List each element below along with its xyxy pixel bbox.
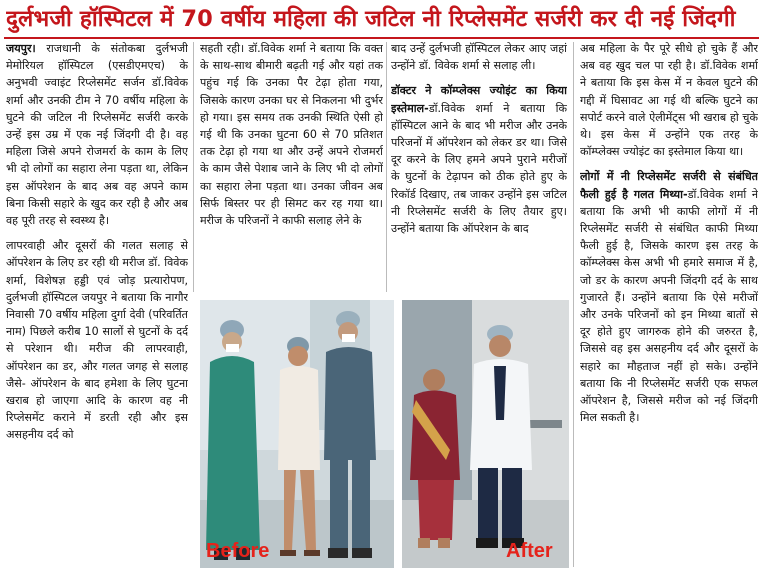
column-4-subheading: लोगों में नी रिप्लेसमेंट सर्जरी से संबंधित फैली हुई है गलत मिथ्या- [580, 170, 758, 201]
column-1-paragraph-2: लापरवाही और दूसरों की गलत सलाह से ऑपरेशन के लिए डर रही थी मरीज डॉ. विवेक शर्मा, विशेषज्ञ हड्डी एवं जोड़ प्रत्यारोपण, दुर्लभजी हॉस्पिटल जयपुर ने बताया कि नागौर निवासी 70 वर्षीय महिला दुर्गा देवी (परिवर्तित नाम) पिछले करीब 10 सालों से घुटनों के दर्द से परेशान थी। मरीज की लापरवाही, ऑपरेशन का डर, और गलत जगह से सलाह जैसे- ऑपरेशन के बाद हमेशा के लिए घुटना खराब हो जाएगा आदि के कारण वह नी रिप्लेसमेंट कराने में डरती रही और इस असहनीय दर्द को [6, 239, 188, 442]
column-4-paragraph-1: अब महिला के पैर पूरे सीधे हो चुके हैं और अब वह खुद चल पा रही है। डॉ.विवेक शर्मा ने बताया कि इस केस में न केवल घुटने की गद्दी में घिसावट आ गई थी बल्कि घुटने का सपोर्ट करने वाले ऐलीमेंट्स भी खराब हो चुके थे। इस केस में उन्होंने एक तरह के कॉम्प्लेक्स ज्योइंट का इस्तेमाल किया था। [580, 42, 758, 159]
after-label: After [506, 540, 553, 562]
column-divider [193, 42, 194, 292]
column-3-paragraph-1: बाद उन्हें दुर्लभजी हॉस्पिटल लेकर आए जहां उन्होंने डॉ. विवेक शर्मा से सलाह ली। [391, 42, 567, 73]
column-2-text: सहती रही। डॉ.विवेक शर्मा ने बताया कि वक्त के साथ-साथ बीमारी बढ़ती गई और यहां तक पहुंच गई कि उनका पैर टेढ़ा होता गया, जिसके कारण उनका घर से निकलना भी दुर्भर हो गया। इस समय तक उनकी स्थिति ऐसी हो गई थी कि उनका घुटना 60 से 70 प्रतिशत तक टेढ़ा हो गया था और उन्हें अपने रोजमर्रा के काम जैसे पेशाब जाने के लिए भी दो लोगों का सहारा लेना पड़ता था। उनका जीवन अब सिर्फ बिस्तर पर ही सिमट कर रह गया था। मरीज के परिजनों ने काफी सलाह लेने के [200, 42, 383, 228]
column-4 [580, 40, 758, 570]
column-1-text-1: राजधानी के संतोकबा दुर्लभजी मेमोरियल हॉस्पिटल (एसडीएमएच) के अनुभवी ज्वाइंट रिप्लेसमेंट सर्जन डॉ.विवेक शर्मा और उनकी टीम ने 70 वर्षीय महिला के घुटने की जटिल नी रिप्लेसमेंट सर्जरी करके उन्हें इस उम्र में एक नई जिंदगी दी है। वह महिला जिसे अपने रोजमर्रा के काम के लिए भी दो लोगों का सहारा लेना पड़ता था, लेकिन इस ऑपरेशन के बाद अब वह अपने काम बिना किसी सहारे के खुद कर रही है और अब वह पूरी तरह से स्वस्थ्य है। [6, 42, 188, 228]
column-1-paragraph-1 [6, 40, 188, 229]
headline-rule [4, 37, 759, 39]
paragraph-gap [580, 160, 758, 168]
column-divider [386, 42, 387, 292]
column-3-text-2: डॉ.विवेक शर्मा ने बताया कि हॉस्पिटल आने के बाद भी मरीज और उनके परिजनों में ऑपरेशन को लेकर डर था। जिसे दूर करने के लिए हमने अपने पुराने मरीजों के घुटनों के टेढ़ापन को ठीक होते हुए के रिकॉर्ड दिखाए, तब जाकर उन्होंने इस जटिल नी रिप्लेसमेंट सर्जरी के लिए तैयार हुए। उन्होंने बताया कि ऑपरेशन के बाद [391, 101, 567, 236]
column-3-paragraph-2 [391, 82, 567, 237]
paragraph-gap [391, 74, 567, 82]
column-divider [573, 42, 574, 567]
column-1 [6, 40, 188, 570]
dateline: जयपुर। [6, 42, 36, 55]
after-photo [402, 300, 569, 568]
column-4-paragraph-2 [580, 168, 758, 426]
column-2 [200, 40, 383, 297]
headline: दुर्लभजी हॉस्पिटल में 70 वर्षीय महिला की जटिल नी रिप्लेसमेंट सर्जरी कर दी नई जिंदगी [6, 6, 736, 32]
column-3 [391, 40, 567, 297]
before-photo [200, 300, 394, 568]
column-4-text-2: डॉ.विवेक शर्मा ने बताया कि अभी भी काफी लोगों में नी रिप्लेसमेंट सर्जरी से संबंधित काफी मिथ्या फैली हुई है, जिसके कारण इस तरह के कॉम्प्लेक्स केस अभी भी हमारे समाज में है, जो डर के कारण अपनी जिंदगी दर्द के साथ गुजारते हैं। उन्होंने बताया कि ऐसे मरीजों और उनके परिजनों को इन मिथ्या बातों से दूर होते हुए जागरुक होने की जरुरत है, जिससे वह इस असहनीय दर्द और दूसरों के सहारे का मौहताज नहीं हो सके। उन्होंने बताया कि नी रिप्लेसमेंट सर्जरी एक सफल ऑपरेशन है, जिससे मरीज को नई जिंदगी मिल सकती है। [580, 187, 758, 425]
before-label: Before [206, 540, 270, 562]
column-3-subheading: डॉक्टर ने कॉम्प्लेक्स ज्योइंट का किया इस्तेमाल- [391, 84, 567, 115]
paragraph-gap [6, 229, 188, 237]
